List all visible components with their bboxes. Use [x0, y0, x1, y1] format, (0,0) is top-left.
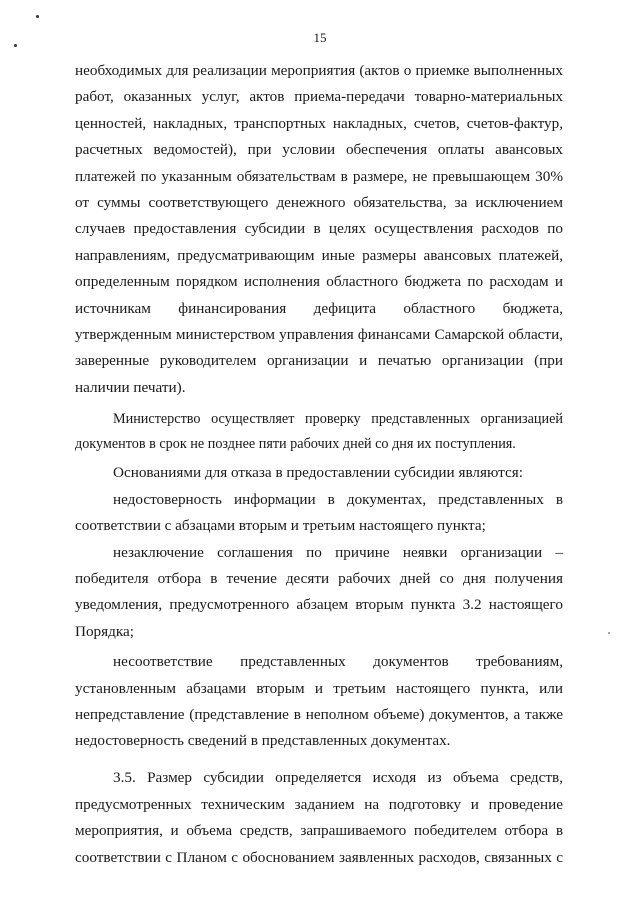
paragraph-nonconformity	[75, 649, 563, 755]
text-line: наличии печати).	[75, 378, 186, 396]
document-body	[75, 58, 563, 872]
text-line: от суммы соответствующего денежного обязательства, за исключением	[75, 194, 563, 212]
text-line: источникам финансирования дефицита областного бюджета,	[75, 299, 563, 317]
text-line: мероприятия, и объема средств, запрашиваемого победителем отбора в	[75, 822, 563, 840]
paragraph-ministry-check	[75, 407, 563, 456]
text-line: утвержденным министерством управления финансами Самарской области,	[75, 326, 563, 344]
text-line: победителя отбора в течение десяти рабочих дней со дня получения	[75, 569, 563, 587]
text-line: случаев предоставления субсидии в целях осуществления расходов по	[75, 220, 563, 238]
paragraph-subsidy-amount	[75, 765, 563, 872]
text-line: документов в срок не позднее пяти рабочих дней со дня их поступления.	[75, 435, 516, 452]
text-line: установленным абзацами вторым и третьим настоящего пункта, или	[75, 679, 563, 697]
text-line: платежей по указанным обязательствам в размере, не превышающем 30%	[75, 167, 563, 185]
text-line: Министерство осуществляет проверку представленных организацией	[113, 411, 563, 428]
text-line: непредставление (представление в неполном объеме) документов, а также	[75, 705, 563, 723]
text-line: незаключение соглашения по причине неявки организации –	[113, 543, 563, 561]
scan-speck	[36, 15, 39, 18]
text-line: недостоверность сведений в представленных документах.	[75, 732, 451, 750]
text-line: несоответствие представленных документов требованиям,	[113, 653, 563, 671]
text-line: уведомления, предусмотренного абзацем вторым пункта 3.2 настоящего	[75, 596, 563, 614]
text-line: направлениям, предусматривающим иные размеры авансовых платежей,	[75, 246, 563, 264]
paragraph-required-documents	[75, 58, 563, 401]
paragraph-refusal-grounds	[75, 460, 563, 486]
text-line: ценностей, накладных, транспортных накладных, счетов, счетов-фактур,	[75, 114, 563, 132]
text-line: работ, оказанных услуг, актов приема-передачи товарно-материальных	[75, 88, 563, 106]
scan-speck	[608, 632, 610, 634]
text-line: расчетных ведомостей), при условии обеспечения оплаты авансовых	[75, 141, 563, 159]
text-line: заверенные руководителем организации и печатью организации (при	[75, 352, 563, 370]
text-line: Порядка;	[75, 622, 134, 640]
text-line: предусмотренных техническим заданием на подготовку и проведение	[75, 795, 563, 813]
paragraph-unreliable-info	[75, 487, 563, 540]
text-line: Основаниями для отказа в предоставлении субсидии являются:	[113, 464, 523, 482]
text-line: 3.5. Размер субсидии определяется исходя из объема средств,	[113, 768, 563, 786]
text-line: недостоверность информации в документах, представленных в	[113, 490, 563, 508]
text-line: необходимых для реализации мероприятия (актов о приемке выполненных	[75, 62, 563, 79]
text-line: соответствии с абзацами вторым и третьим настоящего пункта;	[75, 517, 486, 535]
paragraph-no-agreement	[75, 540, 563, 646]
page-number: 15	[313, 30, 327, 45]
text-line: определенным порядком исполнения областного бюджета по расходам и	[75, 273, 563, 291]
text-line: соответствии с Планом с обоснованием заявленных расходов, связанных с	[75, 849, 563, 867]
